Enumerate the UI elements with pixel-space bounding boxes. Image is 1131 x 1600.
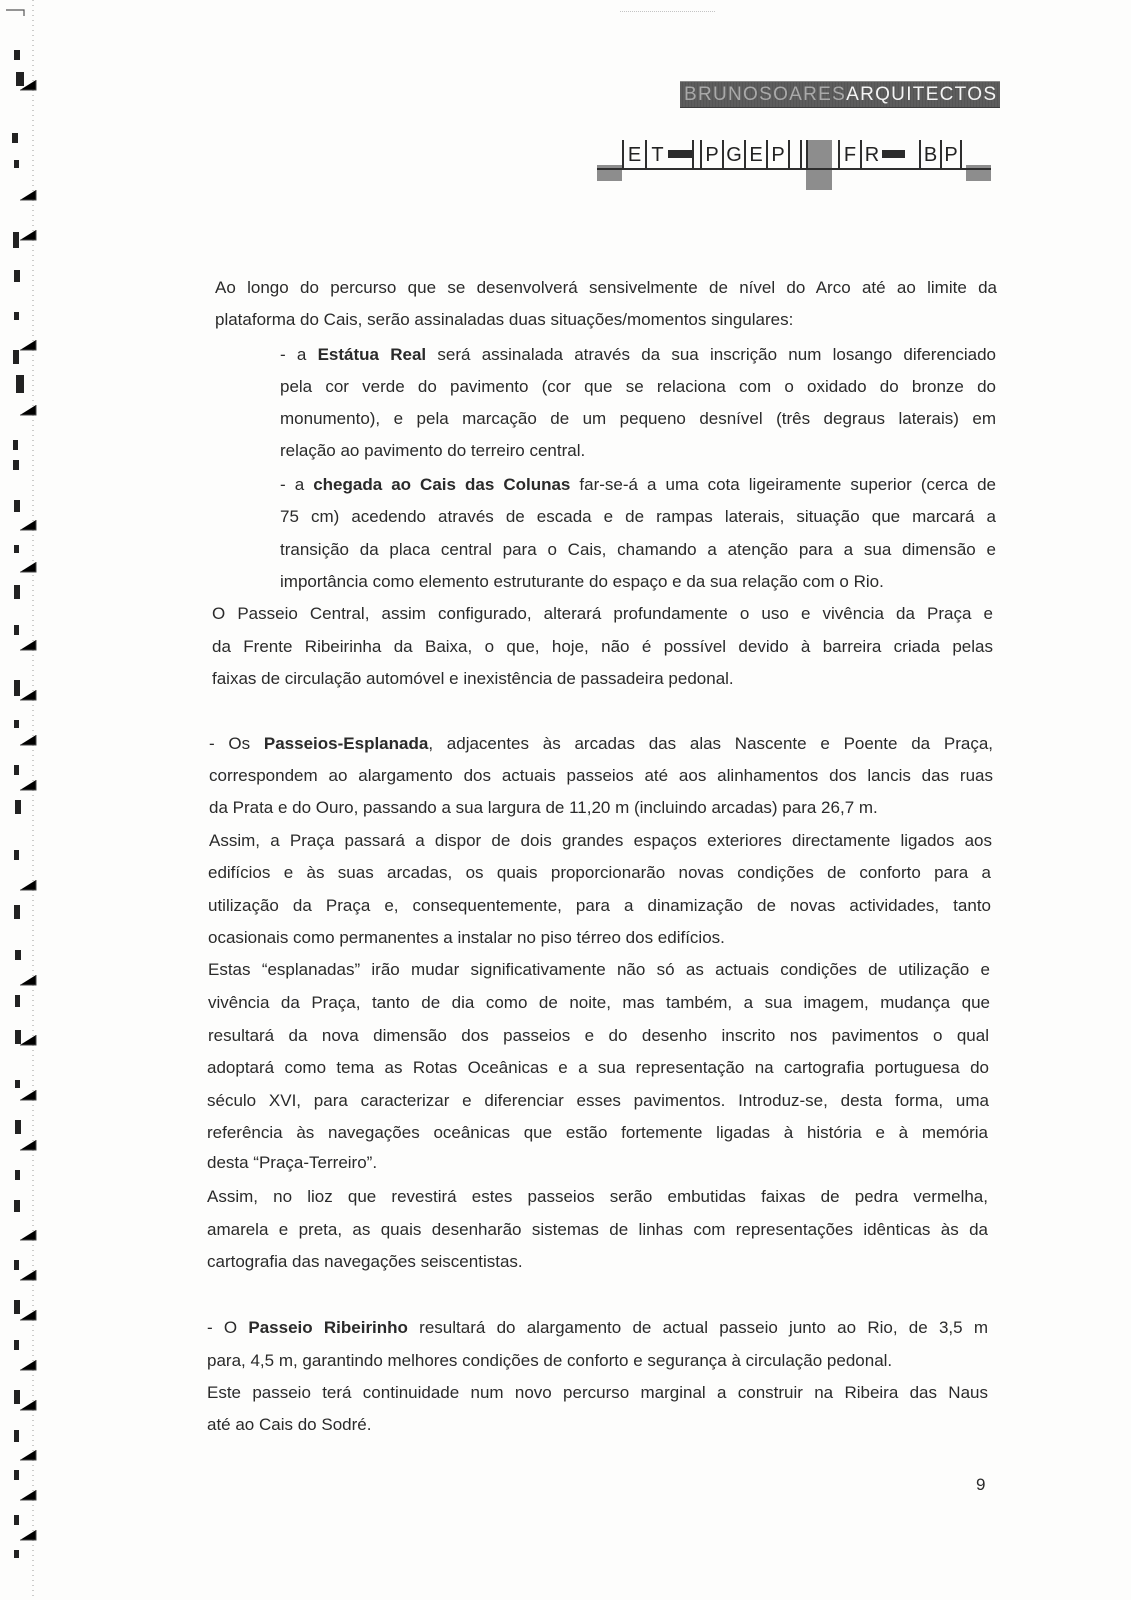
- text-line: Assim, no lioz que revestirá estes passeios serão embutidas faixas de pedra vermelha,: [207, 1187, 988, 1206]
- text-line: até ao Cais do Sodré.: [207, 1415, 372, 1434]
- list-item-line: [207, 1316, 988, 1340]
- binding-marks: [0, 0, 42, 1600]
- text-line: referência às navegações oceânicas que estão fortemente ligadas à história e à memória: [207, 1123, 988, 1142]
- bold-term: chegada ao Cais das Colunas: [313, 475, 571, 494]
- text-line: transição da placa central para o Cais, chamando a atenção para a sua dimensão e: [280, 540, 996, 559]
- text-line: O Passeio Central, assim configurado, alterará profundamente o uso e vivência da Praça e: [212, 604, 993, 623]
- text-line: 75 cm) acedendo através de escada e de rampas laterais, situação que marcará a: [280, 507, 996, 526]
- scan-artifact-dots: [620, 11, 715, 12]
- text-line: faixas de circulação automóvel e inexistência de passadeira pedonal.: [212, 669, 734, 688]
- text-line: plataforma do Cais, serão assinaladas duas situações/momentos singulares:: [215, 310, 794, 329]
- text-line: Estas “esplanadas” irão mudar significativamente não só as actuais condições de utilização e: [208, 960, 990, 979]
- list-item-line: [209, 732, 993, 756]
- list-item-line: [280, 343, 996, 367]
- logo-letter: E: [744, 140, 766, 168]
- text-line: correspondem ao alargamento dos actuais passeios até aos alinhamentos dos lancis das ruas: [209, 766, 993, 785]
- logo-letter: P: [700, 140, 722, 168]
- text-line: amarela e preta, as quais desenharão sistemas de linhas com representações idênticas às da: [207, 1220, 988, 1239]
- list-item-line: [280, 473, 996, 497]
- text-line: vivência da Praça, tanto de dia como de noite, mas também, a sua imagem, mudança que: [208, 993, 990, 1012]
- logo-letter: T: [645, 140, 668, 168]
- logo-letter: F: [838, 140, 860, 168]
- text-line: século XVI, para caracterizar e diferenciar esses pavimentos. Introduz-se, desta forma, uma: [207, 1091, 989, 1110]
- text-line: adoptará como tema as Rotas Oceânicas e a sua representação na cartografia portuguesa do: [207, 1058, 989, 1077]
- logo-letter: E: [622, 140, 645, 168]
- logo-letter: P: [766, 140, 790, 168]
- text-segment: resultará do alargamento de actual passeio junto ao Rio, de 3,5 m: [407, 1318, 988, 1337]
- logo-letter: R: [860, 140, 882, 168]
- text-segment: - Os: [209, 734, 264, 753]
- logo-letter: B: [919, 140, 940, 168]
- logo-dash: [668, 150, 692, 158]
- banner-profession: ARQUITECTOS: [846, 84, 998, 105]
- brand-banner: [680, 81, 1000, 108]
- text-line: Ao longo do percurso que se desenvolverá sensivelmente de nível do Arco até ao limite da: [215, 278, 997, 297]
- text-line: resultará da nova dimensão dos passeios e do desenho inscrito nos pavimentos o qual: [208, 1026, 989, 1045]
- text-segment: - a: [280, 475, 314, 494]
- logo-letter: G: [722, 140, 744, 168]
- bold-term: Passeios-Esplanada: [263, 734, 429, 753]
- bold-term: Passeio Ribeirinho: [248, 1318, 408, 1337]
- logo-divider: [692, 140, 694, 168]
- logo-divider: [800, 140, 802, 168]
- text-line: edifícios e às suas arcadas, os quais proporcionarão novas condições de conforto para a: [208, 863, 991, 882]
- text-line: ocasionais como permanentes a instalar no piso térreo dos edifícios.: [208, 928, 725, 947]
- logo-baseline: [597, 168, 991, 170]
- banner-name: BRUNOSOARES: [684, 84, 847, 105]
- text-line: utilização da Praça e, consequentemente, para a dinamização de novas actividades, tanto: [208, 896, 991, 915]
- text-line: monumento), e pela marcação de um pequeno desnível (três degraus laterais) em: [280, 409, 996, 428]
- text-line: da Prata e do Ouro, passando a sua largura de 11,20 m (incluindo arcadas) para 26,7 m.: [209, 798, 878, 817]
- text-segment: far-se-á a uma cota ligeiramente superior (cerca de: [570, 475, 997, 494]
- text-segment: será assinalada através da sua inscrição num losango diferenciado: [426, 345, 997, 364]
- logo-block-center: [806, 140, 832, 190]
- project-logo: [595, 136, 995, 194]
- text-line: Este passeio terá continuidade num novo percurso marginal a construir na Ribeira das Naus: [207, 1383, 988, 1402]
- logo-letter: P: [940, 140, 962, 168]
- text-segment: - a: [280, 345, 318, 364]
- text-line: desta “Praça-Terreiro”.: [207, 1153, 378, 1172]
- text-line: relação ao pavimento do terreiro central.: [280, 441, 586, 460]
- text-line: pela cor verde do pavimento (cor que se relaciona com o oxidado do bronze do: [280, 377, 996, 396]
- text-line: da Frente Ribeirinha da Baixa, o que, hoje, não é possível devido à barreira criada pelas: [212, 637, 993, 656]
- text-line: para, 4,5 m, garantindo melhores condições de conforto e segurança à circulação pedonal.: [207, 1351, 893, 1370]
- bold-term: Estátua Real: [317, 345, 427, 364]
- text-segment: - O: [207, 1318, 249, 1337]
- text-segment: , adjacentes às arcadas das alas Nascente e Poente da Praça,: [428, 734, 993, 753]
- text-line: cartografia das navegações seiscentistas.: [207, 1252, 523, 1271]
- logo-dash: [882, 150, 905, 158]
- text-line: importância como elemento estruturante do espaço e da sua relação com o Rio.: [280, 572, 884, 591]
- page-number: 9: [976, 1475, 986, 1494]
- logo-divider: [806, 140, 808, 168]
- text-line: Assim, a Praça passará a dispor de dois grandes espaços exteriores directamente ligados aos: [209, 831, 992, 850]
